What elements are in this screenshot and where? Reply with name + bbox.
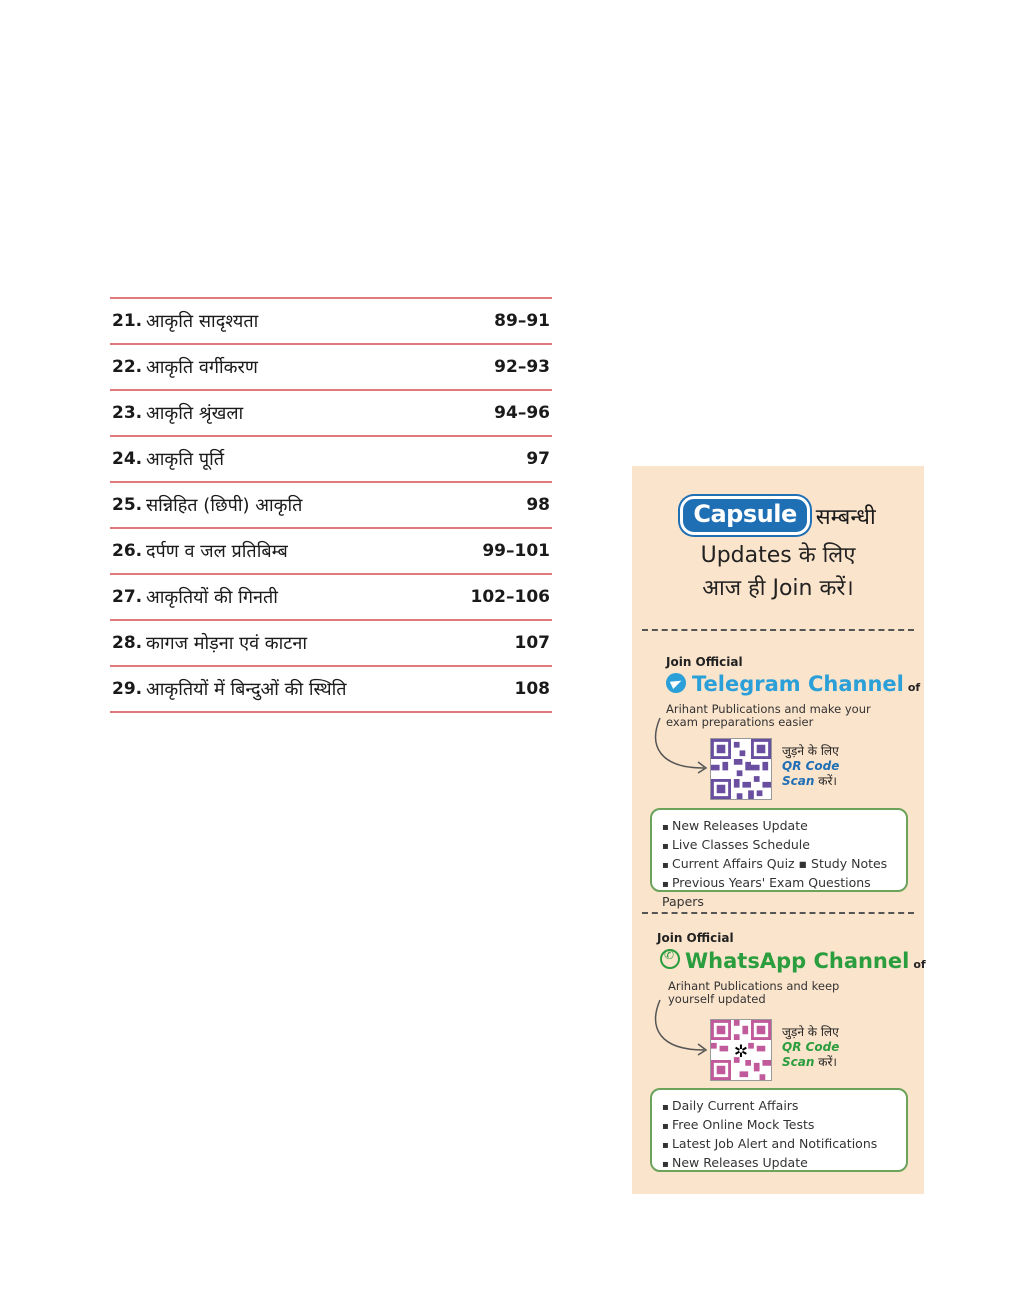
toc-pages: 92–93 xyxy=(494,357,550,377)
whatsapp-join-label: Join Official xyxy=(657,931,734,945)
toc-title: सन्निहित (छिपी) आकृति xyxy=(146,495,303,516)
toc-number: 22. xyxy=(112,357,143,377)
qr-code-icon xyxy=(711,739,771,799)
toc-pages: 94–96 xyxy=(494,403,550,423)
telegram-join-label: Join Official xyxy=(666,655,743,669)
telegram-description: Arihant Publications and make your exam preparations easier xyxy=(666,702,871,729)
toc-row[interactable] xyxy=(110,343,552,389)
toc-number: 28. xyxy=(112,633,143,653)
feature-item: ▪ New Releases Update xyxy=(662,817,898,836)
divider xyxy=(642,629,914,631)
toc-row[interactable] xyxy=(110,527,552,573)
toc-pages: 97 xyxy=(526,449,550,469)
telegram-of: of xyxy=(907,681,921,694)
toc-row[interactable] xyxy=(110,619,552,665)
feature-item: ▪ Previous Years' Exam Questions Papers xyxy=(662,874,898,910)
telegram-channel-title[interactable] xyxy=(666,672,920,696)
toc-pages: 98 xyxy=(526,495,550,515)
telegram-qr-code[interactable] xyxy=(710,738,772,800)
toc-pages: 108 xyxy=(514,679,550,699)
capsule-suffix: सम्बन्धी xyxy=(815,504,876,530)
toc-number: 21. xyxy=(112,311,143,331)
toc-pages: 89–91 xyxy=(494,311,550,331)
feature-item: ▪ Daily Current Affairs xyxy=(662,1097,898,1116)
qr-code-label: QR Code xyxy=(782,759,840,773)
toc-pages: 107 xyxy=(514,633,550,653)
toc-title: आकृति श्रृंखला xyxy=(146,403,244,424)
toc-title: आकृति वर्गीकरण xyxy=(146,357,258,378)
toc-number: 27. xyxy=(112,587,143,607)
toc-number: 24. xyxy=(112,449,143,469)
toc-title: कागज मोड़ना एवं काटना xyxy=(146,633,308,654)
toc-pages: 102–106 xyxy=(470,587,550,607)
toc-row[interactable] xyxy=(110,435,552,481)
telegram-icon xyxy=(666,673,686,693)
qr-karen: करें। xyxy=(818,774,837,788)
toc-row[interactable] xyxy=(110,665,552,713)
whatsapp-of: of xyxy=(913,958,926,971)
feature-item: ▪ Live Classes Schedule xyxy=(662,836,898,855)
toc-title: आकृतियों में बिन्दुओं की स्थिति xyxy=(146,679,347,700)
whatsapp-title-text: WhatsApp Channel xyxy=(685,949,910,973)
toc-number: 23. xyxy=(112,403,143,423)
curved-arrow-icon xyxy=(650,716,712,778)
channel-promo-panel xyxy=(632,466,924,1194)
toc-title: आकृतियों की गिनती xyxy=(146,587,278,608)
svg-text:✲: ✲ xyxy=(733,1042,749,1063)
telegram-qr-caption xyxy=(782,744,839,789)
qr-code-label: QR Code xyxy=(782,1040,840,1054)
qr-scan-label: Scan xyxy=(782,1055,815,1069)
toc-row[interactable] xyxy=(110,389,552,435)
table-of-contents xyxy=(110,297,552,713)
capsule-heading xyxy=(632,496,924,535)
feature-item: ▪ Free Online Mock Tests xyxy=(662,1116,898,1135)
whatsapp-description: Arihant Publications and keep yourself updated xyxy=(668,979,840,1006)
updates-line: Updates के लिए xyxy=(700,543,856,568)
toc-number: 26. xyxy=(112,541,143,561)
feature-item: ▪ Latest Job Alert and Notifications xyxy=(662,1135,898,1154)
qr-code-icon xyxy=(711,1020,771,1080)
toc-title: आकृति सादृश्यता xyxy=(146,311,259,332)
qr-hint: जुड़ने के लिए xyxy=(782,744,839,758)
join-today-line: आज ही Join करें। xyxy=(702,576,854,601)
toc-pages: 99–101 xyxy=(482,541,550,561)
divider xyxy=(642,912,914,914)
whatsapp-qr-code[interactable] xyxy=(710,1019,772,1081)
curved-arrow-icon xyxy=(650,998,712,1060)
qr-karen: करें। xyxy=(818,1055,837,1069)
whatsapp-features-box xyxy=(650,1088,908,1172)
toc-title: आकृति पूर्ति xyxy=(146,449,225,470)
feature-item: ▪ New Releases Update xyxy=(662,1154,898,1173)
whatsapp-channel-title[interactable] xyxy=(660,949,926,973)
toc-number: 29. xyxy=(112,679,143,699)
qr-hint: जुड़ने के लिए xyxy=(782,1025,839,1039)
toc-title: दर्पण व जल प्रतिबिम्ब xyxy=(146,541,288,562)
toc-number: 25. xyxy=(112,495,143,515)
toc-row[interactable] xyxy=(110,297,552,343)
feature-item: ▪ Current Affairs Quiz ▪ Study Notes xyxy=(662,855,898,874)
whatsapp-qr-caption xyxy=(782,1025,839,1070)
telegram-title-text: Telegram Channel xyxy=(692,672,904,696)
toc-row[interactable] xyxy=(110,481,552,527)
telegram-features-box xyxy=(650,808,908,909)
qr-scan-label: Scan xyxy=(782,774,815,788)
toc-row[interactable] xyxy=(110,573,552,619)
capsule-logo: Capsule xyxy=(680,496,809,535)
whatsapp-icon xyxy=(660,949,680,969)
